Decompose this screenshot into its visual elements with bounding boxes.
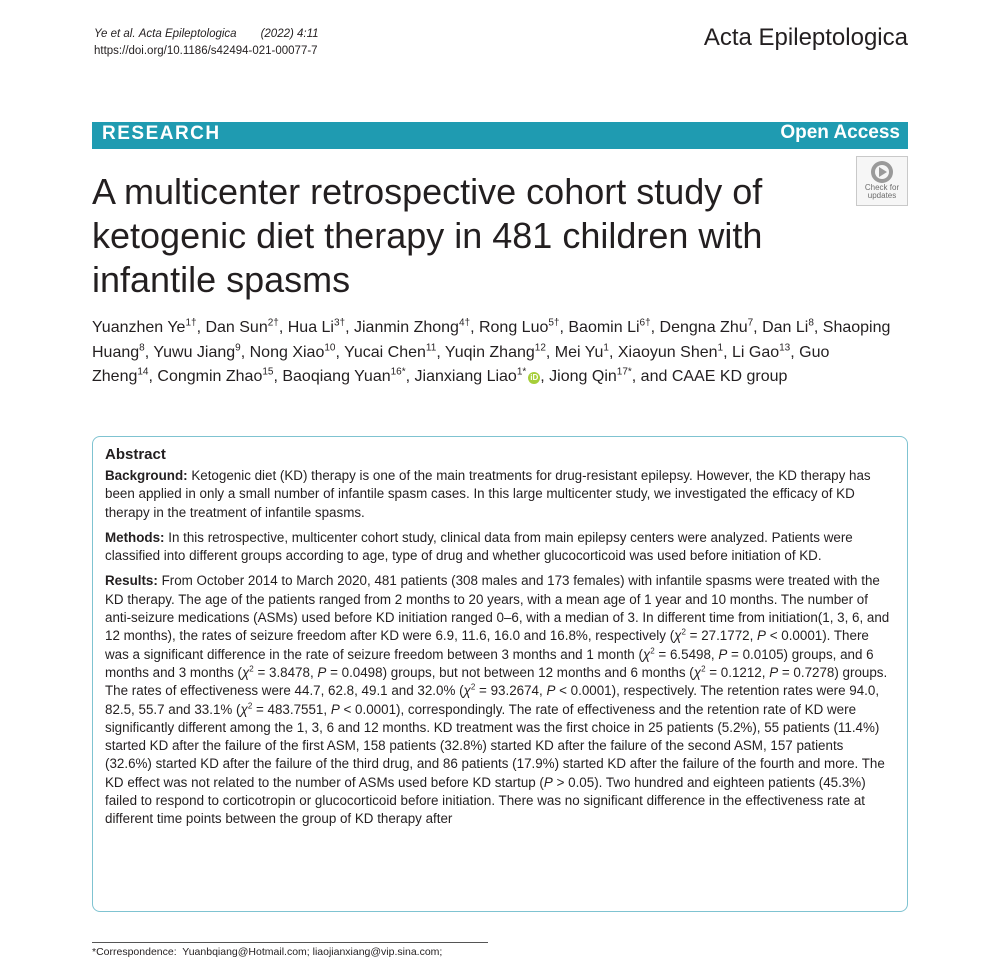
p-value-7: > 0.05 [556,774,595,790]
author-item[interactable] [479,319,560,336]
author-item[interactable] [354,319,470,336]
author-name: Guo Zheng [92,343,830,385]
author-item[interactable] [250,344,336,361]
abstract-heading: Abstract [105,446,166,463]
author-name: Shaoping Huang [92,319,891,361]
author-item[interactable] [732,344,790,361]
results-text-6: ), respectively. The retention rates were 94.0, 82.5, 55.7 and 33.1% ( [105,683,880,717]
author-name: Dan Sun [205,319,268,336]
author-item[interactable] [445,344,546,361]
author-item[interactable] [555,344,609,361]
author-name: Jianxiang Liao [414,368,517,385]
author-item[interactable] [660,319,754,336]
author-group: and CAAE KD group [640,368,788,385]
author-affiliation: 15 [262,366,274,378]
correspondence-footnote [92,946,442,958]
chi-value-2: 6.5498 [669,646,711,662]
results-text-2: ). There was a significant difference in the rate of seizure freedom between 3 months and 1 month ( [105,628,869,662]
abstract-methods [105,529,893,566]
chi-value-5: 93.2674 [490,683,539,699]
p-value-1: < 0.0001 [769,628,823,644]
author-item[interactable] [549,368,632,385]
author-affiliation: 16* [390,366,406,378]
p-value-6: < 0.0001 [343,701,397,717]
results-text-1: From October 2014 to March 2020, 481 patients (308 males and 173 females) with infantile spasms were treated with the KD therapy. The age of the patients ranged from 2 months to 20 years, with a mean age of 1 year and 10 months. The number of anti-seizure medications (ASMs) used before KD initiation ranged 0–6, with a median of 3. In different time from initiation(1, 3, 6, and 12 months), the rates of seizure freedom after KD were 6.9, 11.6, 16.0 and 16.8%, respectively ( [105,573,890,644]
author-item[interactable] [157,368,273,385]
citation-volume: (2022) 4:11 [260,28,319,40]
p-value-3: 0.0498 [341,664,383,680]
check-for-updates-icon [870,160,894,184]
author-item[interactable] [762,319,814,336]
author-affiliation: 17* [616,366,632,378]
author-name: Rong Luo [478,319,549,336]
results-text-8: ). Two hundred and eighteen patients (45.3%) failed to respond to corticotropin or glucocorticoid before initiation. There was no significant difference in the effectiveness rate at different time points between the group of KD therapy after [105,774,866,827]
author-affiliation: 10 [324,342,336,354]
author-affiliation: 12 [534,342,546,354]
p-value-4: 0.7278 [793,664,835,680]
author-item[interactable] [92,319,197,336]
author-affiliation: 1 [717,342,724,354]
results-label: Results: [105,573,158,589]
author-name: Baomin Li [568,319,640,336]
author-item[interactable] [415,368,541,385]
results-text-4: ) groups, but not between 12 months and 6 months ( [382,664,694,680]
author-affiliation: 14 [137,366,149,378]
author-name: Yuqin Zhang [444,343,535,361]
author-item[interactable] [282,368,405,385]
author-affiliation: 1† [185,317,197,329]
author-name: Baoqiang Yuan [282,368,391,385]
citation-journal: Acta Epileptologica [138,28,237,40]
check-for-updates-button[interactable] [856,156,908,206]
author-name: Xiaoyun Shen [617,343,718,361]
author-affiliation: 2† [267,317,279,329]
abstract-box [92,436,908,912]
author-affiliation: 13 [779,342,791,354]
author-item[interactable] [344,344,436,361]
author-name: Congmin Zhao [157,368,263,385]
author-name: Li Gao [731,343,780,361]
author-name: Dengna Zhu [659,319,748,336]
author-affiliation: 7 [747,317,754,329]
abstract-results: Results: From October 2014 to March 2020, 481 patients (308 males and 173 females) with infantile spasms were treated with the KD therapy. The age of the patients ranged from 2 months to 20 years, with a mean age of 1 year and 10 months. The number of anti-seizure medications (ASMs) used before KD initiation ranged 0–6, with a median of 3. In different time from initiation(1, 3, 6, and 12 months), the rates of seizure freedom after KD were 6.9, 11.6, 16.0 and 16.8%, respectively ($\chi^2 = 27.1772$, P < 0.0001). There was a significant difference in the rate of seizure freedom between 3 months and 1 month ($\chi^2 = 6.5498$, P = 0.0105) groups, and 6 months and 3 months ($\chi^2 = 3.8478$, P = 0.0498) groups, but not between 12 months and 6 months ($\chi^2 = 0.1212$, P = 0.7278) groups. The rates of effectiveness were 44.7, 62.8, 49.1 and 32.0% ($\chi^2 = 93.2674$, P < 0.0001), respectively. The retention rates were 94.0, 82.5, 55.7 and 33.1% ($\chi^2 = 483.7551$, P < 0.0001), correspondingly. The rate of effectiveness and the retention rate of KD were significantly different among the 1, 3, 6 and 12 months. KD treatment was the first choice in 25 patients (5.2%), 55 patients (11.4%) started KD after the failure of the first ASM, 158 patients (32.8%) started KD after the failure of the second ASM, 157 patients (32.6%) started KD after the failure of the third drug, and 86 patients (17.9%) started KD after the failure of the fourth and more. The KD effect was not related to the number of ASMs used before KD startup (P > 0.05). Two hundred and eighteen patients (45.3%) failed to respond to corticotropin or glucocorticoid before initiation. There was no significant difference in the effectiveness rate at different time points between the group of KD therapy after [105,573,890,827]
article-title: A multicenter retrospective cohort study of ketogenic diet therapy in 481 children with infantile spasms [92,171,763,300]
author-name: Hua Li [287,319,334,336]
article-type-label: RESEARCH [102,123,221,144]
p-value-5: < 0.0001 [559,683,612,699]
author-name: Yuwu Jiang [153,343,236,361]
author-name: Dan Li [762,319,809,336]
methods-label: Methods: [105,529,165,545]
author-name: Mei Yu [554,343,604,361]
doi-link[interactable]: https://doi.org/10.1186/s42494-021-00077-7 [94,45,318,57]
author-item[interactable] [568,319,650,336]
author-item[interactable] [205,319,278,336]
chi-value-6: 483.7551 [267,701,324,717]
author-name: Nong Xiao [249,343,325,361]
citation-authors: Ye et al. [94,28,136,40]
citation-line [94,26,319,43]
correspondence-emails[interactable]: Yuanbqiang@Hotmail.com; liaojianxiang@vip.sina.com; [182,946,443,958]
author-affiliation: 6† [639,317,651,329]
chi-value-4: 0.1212 [720,664,762,680]
orcid-icon[interactable]: iD [530,373,539,382]
results-text-5: ) groups. The rates of effectiveness were 44.7, 62.8, 49.1 and 32.0% ( [105,664,888,699]
background-text: Ketogenic diet (KD) therapy is one of the main treatments for drug-resistant epilepsy. However, the KD therapy has been applied in only a small number of infantile spasm cases. In this large multicenter study, we investigated the efficacy of KD therapy in the treatment of infantile spasms. [105,468,871,520]
chi-value-3: 3.8478 [269,664,310,680]
author-item[interactable] [153,344,240,361]
author-affiliation: 8 [139,342,145,354]
author-affiliation: 9 [235,342,241,354]
author-affiliation: 3† [333,317,346,329]
journal-citation [94,26,319,60]
results-text-3: ) groups, and 6 months and 3 months ( [105,646,874,680]
check-for-updates-line1: Check for [864,183,900,192]
author-affiliation: 1* [516,366,527,378]
author-affiliation: 4† [458,317,471,329]
abstract-background [105,467,893,522]
p-value-2: 0.0105 [742,646,784,662]
author-affiliation: 5† [548,317,560,329]
background-label: Background: [105,468,188,483]
author-name: Jiong Qin [549,368,617,385]
article-type-banner [92,122,908,149]
open-access-label: Open Access [780,122,900,143]
author-affiliation: 8 [808,317,814,329]
results-text-7: ), correspondingly. The rate of effectiveness and the retention rate of KD were significantly different among the 1, 3, 6 and 12 months. KD treatment was the first choice in 25 patients (5.2%), 55 patients (11.4%) started KD after the failure of the first ASM, 158 patients (32.8%) started KD after the failure of the second ASM, 157 patients (32.6%) started KD after the failure of the third drug, and 86 patients (17.9%) started KD after the failure of the fourth and more. The KD effect was not related to the number of ASMs used before KD startup ( [105,701,885,790]
methods-text: In this retrospective, multicenter cohort study, clinical data from main epilepsy centers were analyzed. Patients were classified into different groups according to age, type of drug and whether glucocorticoid was used before initiation of KD. [105,529,853,564]
footnote-divider [92,942,488,943]
author-affiliation: 1 [603,342,609,354]
check-for-updates-line2: updates [867,191,897,200]
journal-name: Acta Epileptologica [703,24,908,51]
chi-value-1: 27.1772 [701,628,750,644]
author-name: Yucai Chen [344,343,426,361]
author-list: Yuanzhen $Ye^{1\dagger}$, Dan Sun$^{2\dagger}$, Hua $Li^{3\dagger}$, Jianmin Zhong$^{4\dagger}$, Rong Luo$^{5\dagger}$, Baomin $Li^{6\dagger}$, Dengna Zhu$^7$, Dan Li$^8$, Shaoping Huang$^8$, Yuwu Jiang$^9$, Nong Xiao$^{10}$, Yucai Chen$^{11}$, Yuqin Zhang$^{12}$, Mei Yu$^1$, Xiaoyun Shen$^1$, Li Gao$^{13}$, Guo Zheng$^{14}$, Congmin Zhao$^{15}$, Baoqiang Yuan$^{16*}$, Jianxiang Liao$^{1*}$ iD , Jiong Qin$^{17*}$, and CAAE KD group [92,317,891,385]
correspondence-label: *Correspondence: [92,946,177,958]
author-item[interactable] [618,344,723,361]
author-affiliation: 11 [425,342,437,354]
author-item[interactable] [288,319,345,336]
author-name: Yuanzhen Ye [92,319,186,336]
author-name: Jianmin Zhong [354,319,459,336]
